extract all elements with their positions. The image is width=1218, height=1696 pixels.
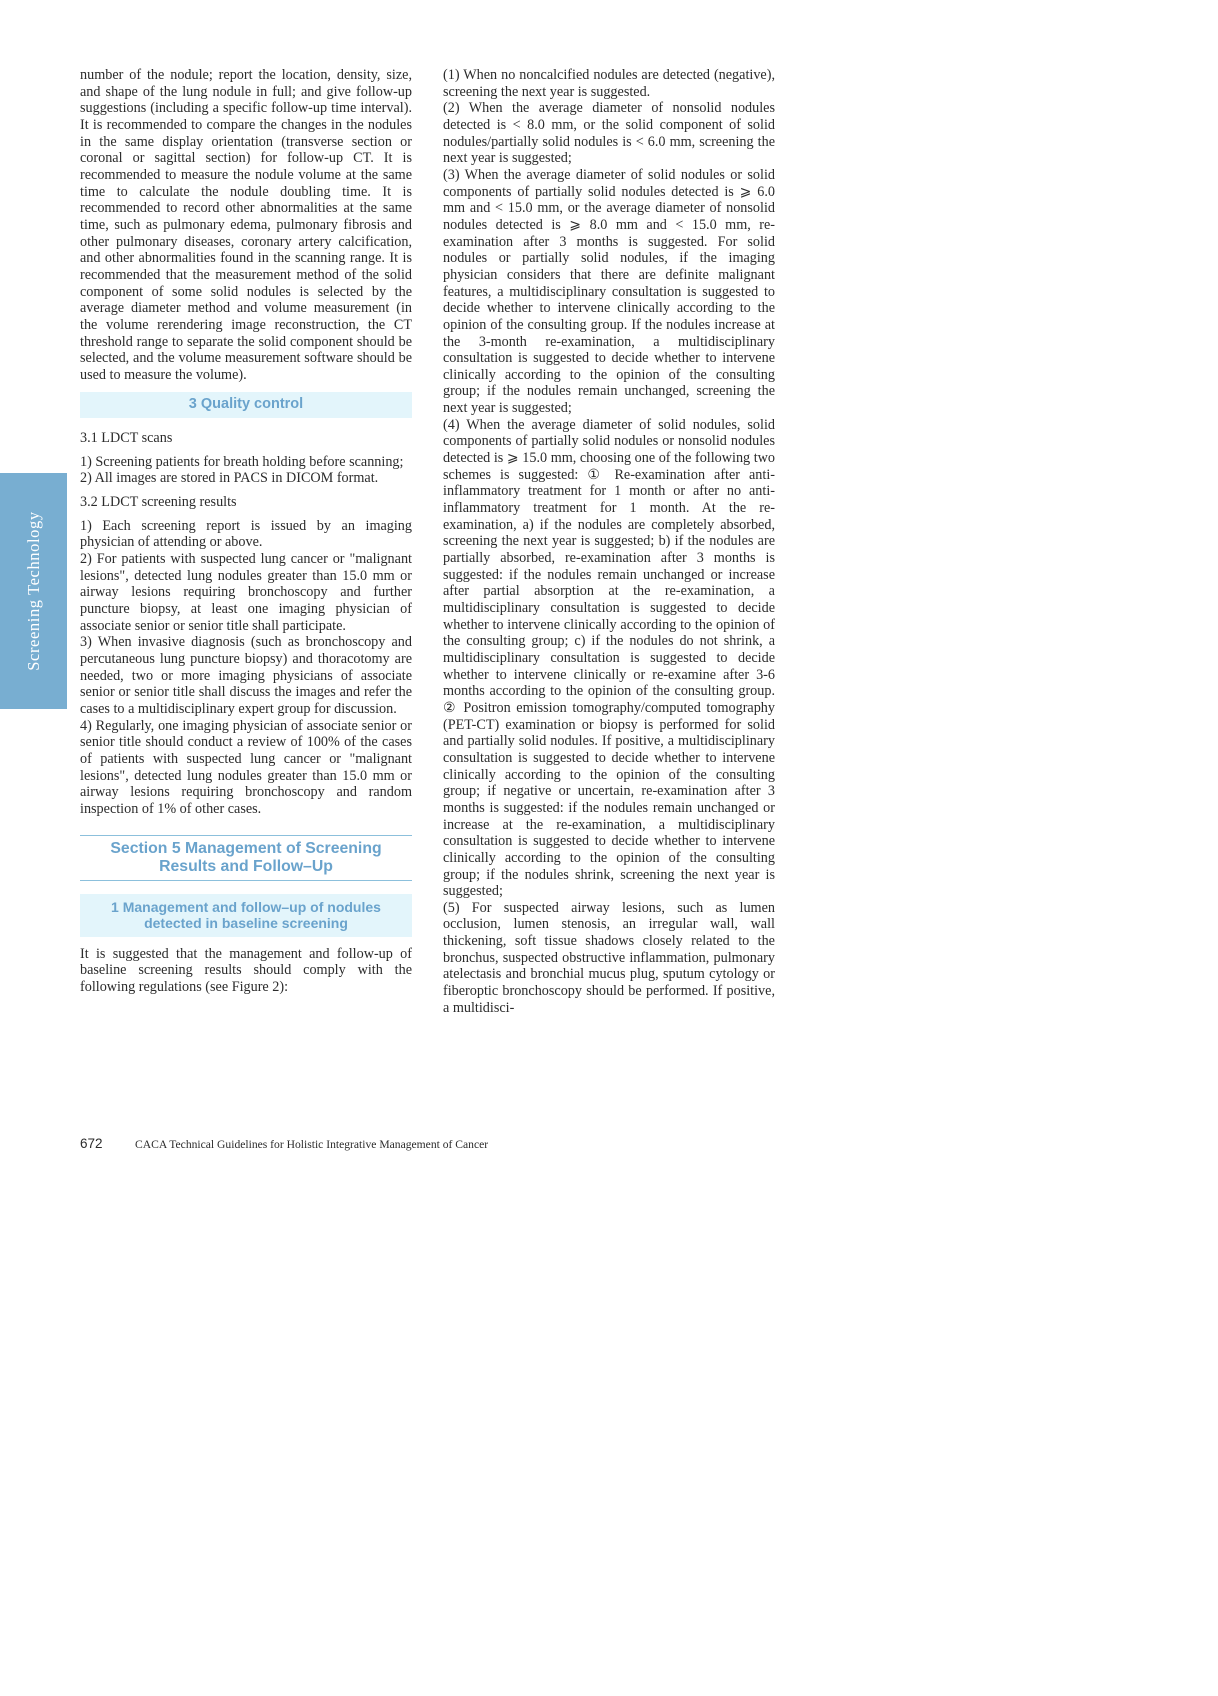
list-item: (1) When no noncalcified nodules are detected (negative), screening the next year is suggested. bbox=[443, 67, 775, 100]
list-item: 2) All images are stored in PACS in DICOM format. bbox=[80, 470, 379, 487]
section5-heading: Section 5 Management of Screening Results and Follow–Up bbox=[80, 835, 412, 881]
quality-control-heading: 3 Quality control bbox=[80, 392, 412, 418]
side-tab-label: Screening Technology bbox=[23, 511, 43, 671]
list-item: 4) Regularly, one imaging physician of associate senior or senior title should conduct a review of 100% of the cases of patients with suspected lung cancer or "malignant lesions", detected lung nodules greater than 15.0 mm or airway lesions requiring bronchoscopy and random inspection of 1% of other cases. bbox=[80, 717, 412, 817]
list-item: (2) When the average diameter of nonsolid nodules detected is < 8.0 mm, or the solid component of solid nodules/partially solid nodules is < 6.0 mm, screening the next year is suggested; bbox=[443, 100, 775, 167]
right-column bbox=[443, 67, 775, 1016]
section-side-tab bbox=[0, 473, 67, 709]
list-item: 1) Screening patients for breath holding before scanning; bbox=[80, 453, 404, 470]
suggestion-paragraph: It is suggested that the management and follow-up of baseline screening results should comply with the following regulations (see Figure 2): bbox=[80, 945, 412, 995]
journal-title: CACA Technical Guidelines for Holistic Integrative Management of Cancer bbox=[135, 1138, 489, 1151]
list-item: (4) When the average diameter of solid nodules, solid components of partially solid nodules or nonsolid nodules detected is ⩾ 15.0 mm, choosing one of the following two schemes is suggested: ① Re-examination after anti-inflammatory treatment for 1 month or after no anti-inflammatory treatment for 1 month. At the re-examination, a) if the nodules are completely absorbed, screening the next year is suggested; b) if the nodules are partially absorbed, re-examination after 3 months is suggested: if the nodules remain unchanged or increase after partial absorption at the re-examination, a multidisciplinary consultation is suggested to decide whether to intervene clinically according to the opinion of the consulting group; c) if the nodules do not shrink, a multidisciplinary consultation is suggested to decide whether to intervene clinically or re-examine after 3-6 months according to the opinion of the consulting group. ② Positron emission tomography/computed tomography (PET-CT) examination or biopsy is performed for solid and partially solid nodules. If positive, a multidisciplinary consultation is suggested to decide whether to intervene clinically according to the opinion of the consulting group; if negative or uncertain, re-examination after 3 months is suggested: if the nodules remain unchanged or increase at the re-examination, a multidisciplinary consultation is suggested to decide whether to intervene clinically according to the opinion of the consulting group; if the nodules shrink, screening the next year is suggested; bbox=[443, 416, 775, 900]
page-footer bbox=[80, 1136, 488, 1151]
list-item: (3) When the average diameter of solid nodules or solid components of partially solid nodules detected is ⩾ 6.0 mm and < 15.0 mm, or the average diameter of nonsolid nodules detected is ⩾ 8.0 mm and < 15.0 mm, re-examination after 3 months is suggested. For solid nodules or partially solid nodules, if the imaging physician considers that there are definite malignant features, a multidisciplinary consultation is suggested to decide whether to intervene clinically according to the opinion of the consulting group. If the nodules increase at the 3-month re-examination, a multidisciplinary consultation is suggested to decide whether to intervene clinically according to the opinion of the consulting group; if the nodules remain unchanged, screening the next year is suggested; bbox=[443, 166, 775, 417]
intro-paragraph: number of the nodule; report the location, density, size, and shape of the lung nodule in full; and give follow-up suggestions (including a specific follow-up time interval). It is recommended to compare the changes in the nodules in the same display orientation (transverse section or coronal or sagittal section) for follow-up CT. It is recommended to measure the nodule volume at the same time to calculate the nodule doubling time. It is recommended to record other abnormalities at the same time, such as pulmonary edema, pulmonary fibrosis and other pulmonary diseases, coronary artery calcification, and other abnormalities found in the scanning range. It is recommended that the measurement method of the solid component of some solid nodules is selected by the average diameter method and volume measurement (in the volume rerendering image reconstruction, the CT threshold range to separate the solid component should be selected, and the volume measurement software should be used to measure the volume). bbox=[80, 67, 412, 383]
list-item: 1) Each screening report is issued by an imaging physician of attending or above. bbox=[80, 517, 412, 551]
list-item: (5) For suspected airway lesions, such as lumen occlusion, lumen stenosis, an irregular wall, wall thickening, soft tissue shadows closely related to the bronchus, suspected obstructive inflammation, pulmonary atelectasis and bronchial mucus plug, sputum cytology or fiberoptic bronchoscopy should be performed. If positive, a multidisci- bbox=[443, 899, 775, 1016]
subheading-screening-results: 3.2 LDCT screening results bbox=[80, 494, 237, 511]
subheading-ldct-scans: 3.1 LDCT scans bbox=[80, 430, 173, 447]
list-item: 3) When invasive diagnosis (such as bronchoscopy and percutaneous lung puncture biopsy) and thoracotomy are needed, two or more imaging physicians of associate senior or senior title shall discuss the images and refer the cases to a multidisciplinary expert group for discussion. bbox=[80, 634, 412, 717]
list-item: 2) For patients with suspected lung cancer or "malignant lesions", detected lung nodules greater than 15.0 mm or airway lesions requiring bronchoscopy and further puncture biopsy, at least one imaging physician of associate senior or senior title shall participate. bbox=[80, 551, 412, 634]
management-heading: 1 Management and follow–up of nodules detected in baseline screening bbox=[80, 894, 412, 937]
page-number: 672 bbox=[80, 1136, 103, 1151]
left-column bbox=[80, 67, 412, 996]
